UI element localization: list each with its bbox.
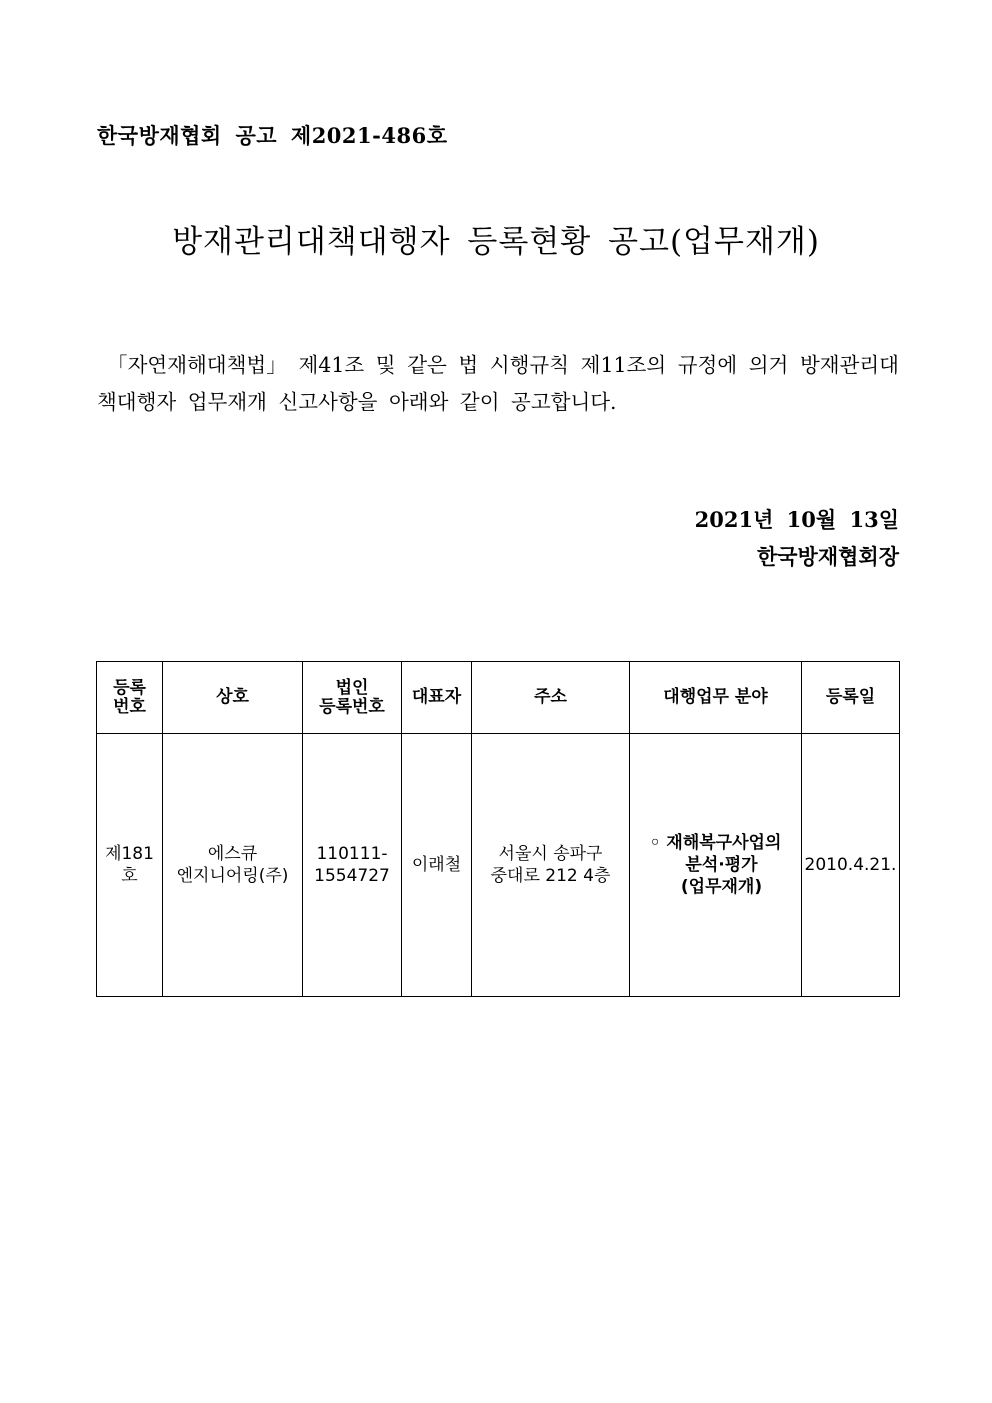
header-address: 주소: [472, 662, 630, 734]
cell-address: 서울시 송파구 중대로 212 4층: [472, 734, 630, 997]
document-title: 방재관리대책대행자 등록현황 공고(업무재개): [172, 224, 820, 260]
header-reg-no: 등록 번호: [97, 662, 163, 734]
notice-body: 「자연재해대책법」 제41조 및 같은 법 시행규칙 제11조의 규정에 의거 방재관리대책대행자 업무재개 신고사항을 아래와 같이 공고합니다.: [97, 353, 899, 414]
notice-date: 2021년 10월 13일: [694, 507, 899, 532]
header-company: 상호: [163, 662, 303, 734]
cell-reg-no: 제181호: [97, 734, 163, 997]
registration-table: [96, 661, 900, 997]
header-scope: 대행업무 분야: [630, 662, 802, 734]
notice-reference: 한국방재협회 공고 제2021-486호: [97, 123, 448, 148]
header-reg-date: 등록일: [802, 662, 900, 734]
cell-ceo: 이래철: [402, 734, 472, 997]
table-header-row: [97, 662, 900, 734]
cell-reg-date: 2010.4.21.: [802, 734, 900, 997]
table-row: [97, 734, 900, 997]
signer: 한국방재협회장: [756, 544, 899, 569]
cell-corp-no: 110111- 1554727: [303, 734, 402, 997]
cell-scope: ◦ 재해복구사업의 분석·평가 (업무재개): [630, 734, 802, 997]
header-ceo: 대표자: [402, 662, 472, 734]
cell-company: 에스큐 엔지니어링(주): [163, 734, 303, 997]
header-corp-no: 법인 등록번호: [303, 662, 402, 734]
